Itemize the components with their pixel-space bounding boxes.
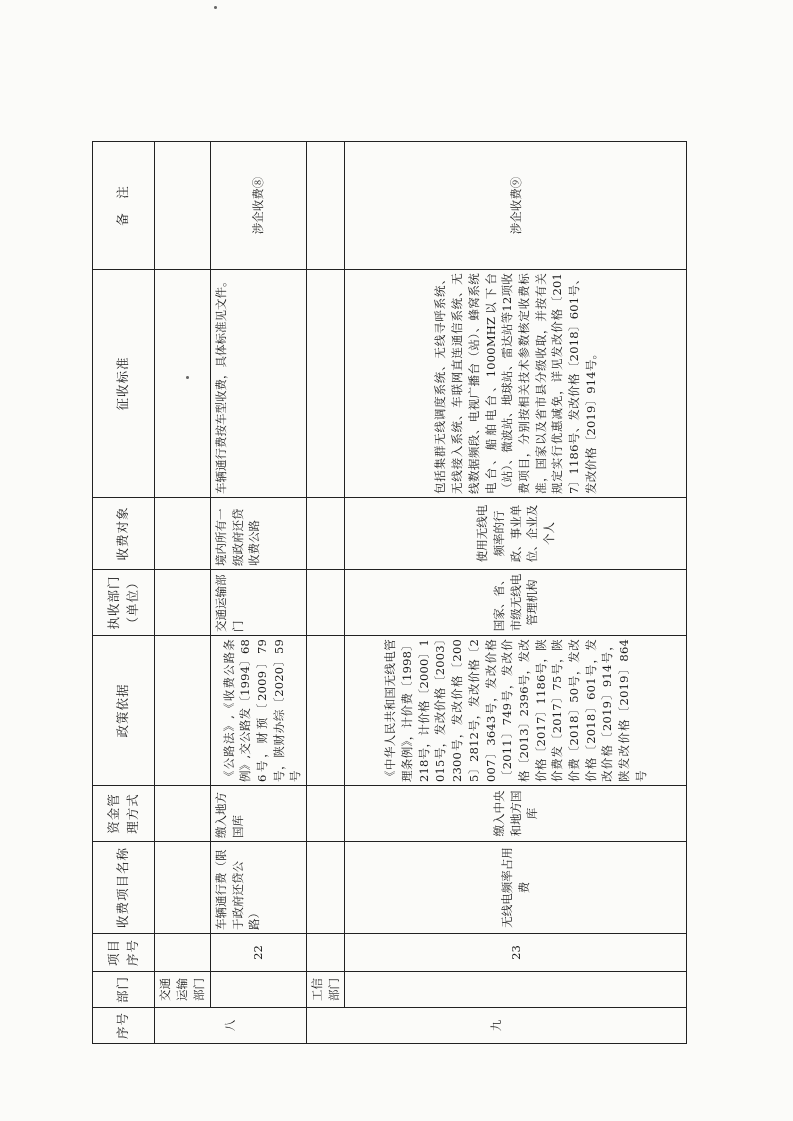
header-policy: 政策依据 — [93, 636, 155, 786]
header-dept: 部门 — [93, 972, 155, 1008]
agency: 交通运输部门 — [211, 570, 307, 636]
header-no: 序号 — [93, 1008, 155, 1044]
payer: 境内所有一级政府还贷收费公路 — [211, 498, 307, 570]
table-row-item-23 — [345, 142, 687, 1044]
item-no: 23 — [345, 934, 687, 972]
payer: 使用无线电频率的行政、事业单位、企业及个人 — [345, 498, 687, 570]
remark: 涉企收费⑨ — [345, 142, 687, 270]
fund-mgmt: 缴入中央和地方国库 — [345, 786, 687, 842]
item-no: 22 — [211, 934, 307, 972]
header-remark: 备 注 — [93, 142, 155, 270]
header-item-no: 项目序号 — [93, 934, 155, 972]
group-row-8 — [155, 142, 211, 1044]
standard: 车辆通行费按车型收费，具体标准见文件。 — [211, 270, 307, 498]
standard: 包括集群无线调度系统、无线寻呼系统、无线接入系统、车联网直连通信系统、无线数据频段、电视广播台（站）、蜂窝系统电台、船舶电台、1000MHZ以下台（站）、微波站、地球站、雷达站等12项收费项目，分别按相关技术参数核定收费标准，国家以及省市县分级收取，并按有关规定实行优惠减免，详见发改价格〔2017〕1186号、发改价格〔2018〕601号、发改价格〔2019〕914号。 — [345, 270, 687, 498]
table-header-row — [93, 142, 155, 1044]
group-row-9 — [307, 142, 345, 1044]
group-dept: 交通运输部门 — [155, 972, 211, 1008]
group-no: 八 — [155, 1008, 307, 1044]
agency: 国家、省、市级无线电管理机构 — [345, 570, 687, 636]
group-no: 九 — [307, 1008, 687, 1044]
rotated-page — [92, 142, 674, 1044]
fund-mgmt: 缴入地方国库 — [211, 786, 307, 842]
policy-basis: 《公路法》,《收费公路条例》,交公路发〔1994〕686号，财预〔2009〕79号，陕财办综〔2020〕59号 — [211, 636, 307, 786]
fee-table — [92, 141, 687, 1044]
item-name: 车辆通行费（限于政府还贷公路） — [211, 842, 307, 934]
header-payer: 收费对象 — [93, 498, 155, 570]
header-agency: 执收部门（单位） — [93, 570, 155, 636]
header-fund-mgmt: 资金管理方式 — [93, 786, 155, 842]
group-dept: 工信部门 — [307, 972, 345, 1008]
scan-speck — [214, 6, 217, 9]
header-standard: 征收标准 — [93, 270, 155, 498]
item-name: 无线电频率占用费 — [345, 842, 687, 934]
policy-basis: 《中华人民共和国无线电管理条例》，计价费〔1998〕218号，计价格〔2000〕1015号，发改价格〔2003〕2300号，发改价格〔2005〕2812号，发改价格〔2007〕3643号，发改价格〔2011〕749号，发改价格〔2013〕2396号，发改价格〔2017〕1186号，陕价费发〔2017〕75号，陕价费〔2018〕50号，发改价格〔2018〕601号，发改价格〔2019〕914号，陕发改价格〔2019〕864号 — [345, 636, 687, 786]
remark: 涉企收费⑧ — [211, 142, 307, 270]
header-item-name: 收费项目名称 — [93, 842, 155, 934]
table-row-item-22 — [211, 142, 307, 1044]
